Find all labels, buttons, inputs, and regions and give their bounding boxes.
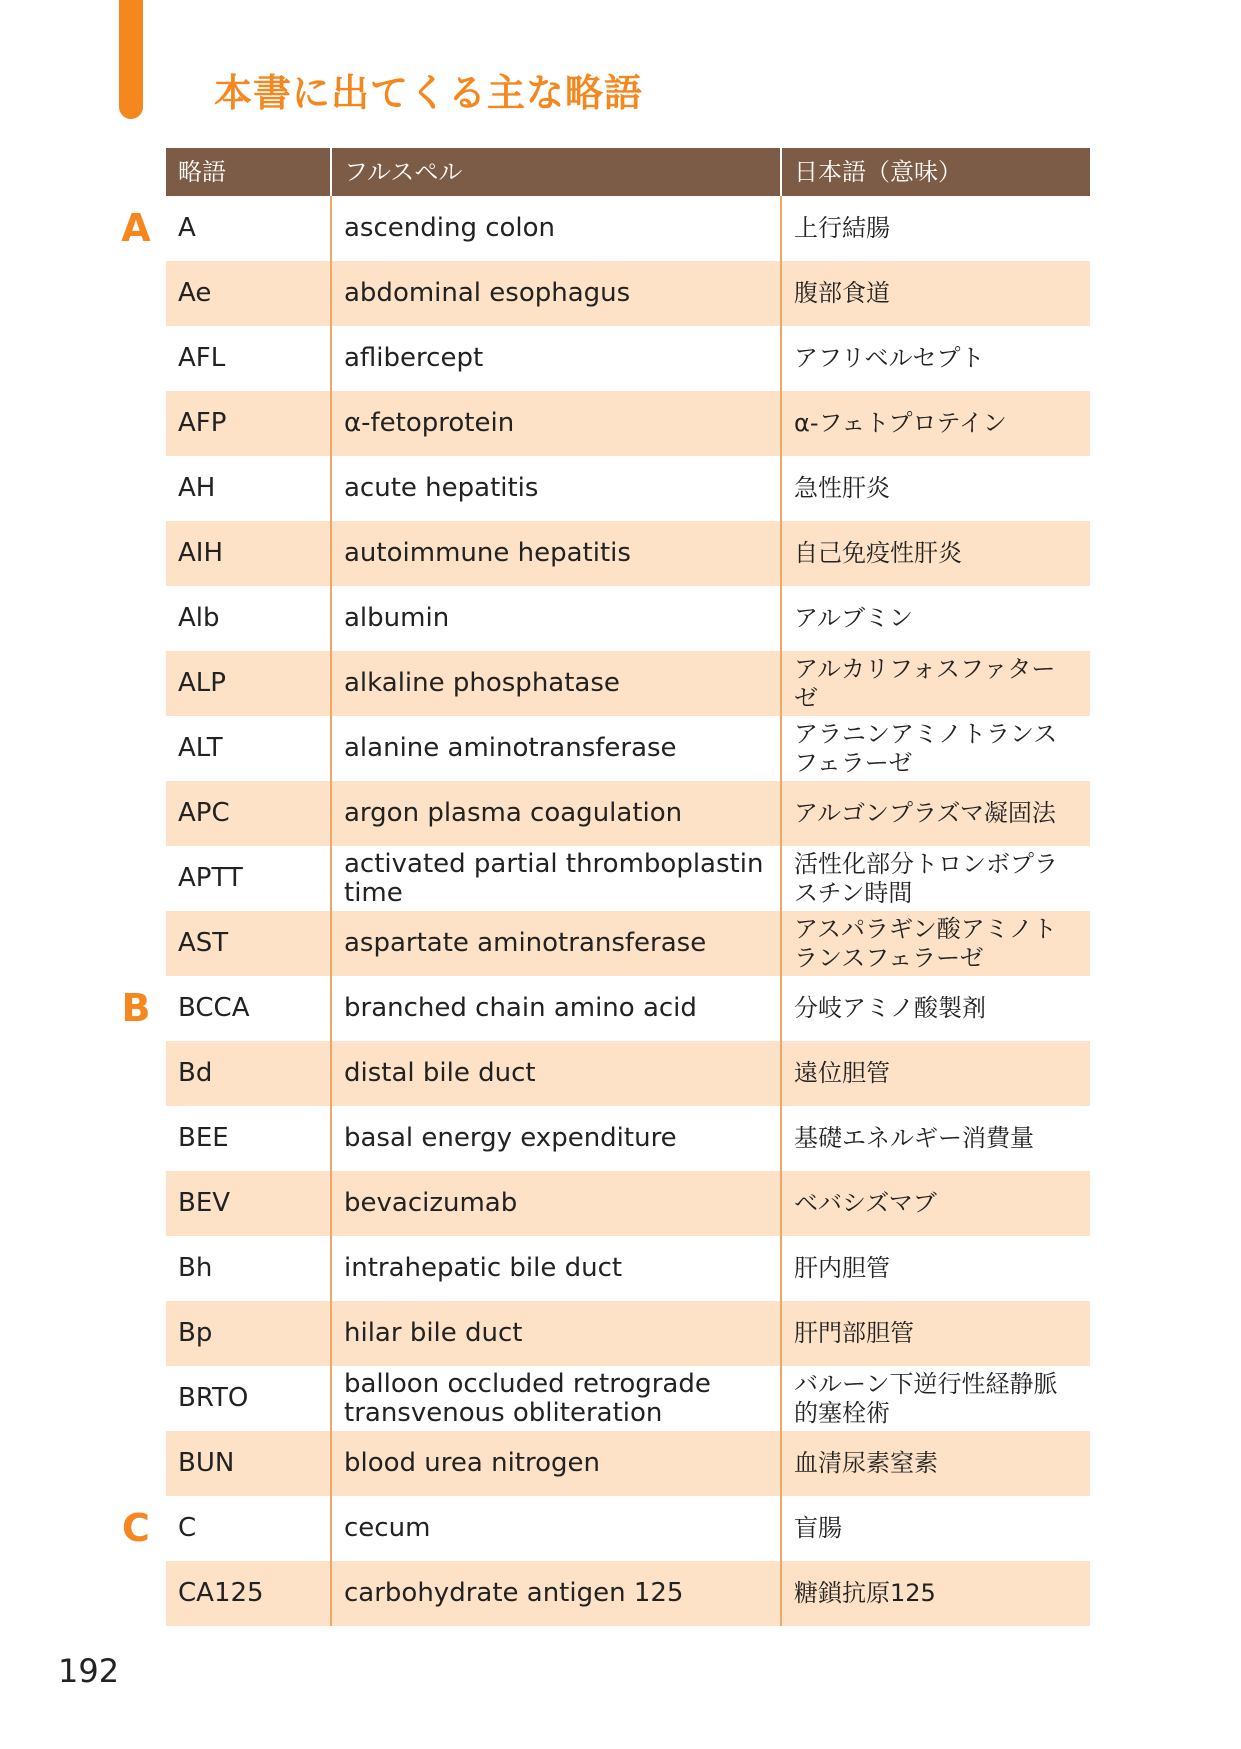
table-row — [166, 1106, 1090, 1171]
full-spelling-cell: hilar bile duct — [332, 1301, 782, 1366]
table-row — [166, 846, 1090, 911]
table-header-row — [166, 148, 1090, 196]
japanese-meaning-cell: 肝門部胆管 — [794, 1319, 914, 1347]
section-letter-c: C — [122, 1506, 150, 1550]
section-letter-b: B — [121, 986, 151, 1030]
table-body — [166, 196, 1090, 1626]
japanese-meaning-cell: ベバシズマブ — [794, 1189, 937, 1217]
table-row — [166, 781, 1090, 846]
table-row — [166, 196, 1090, 261]
abbreviation-cell: BEV — [166, 1171, 332, 1236]
full-spelling-cell: autoimmune hepatitis — [332, 521, 782, 586]
table-row — [166, 261, 1090, 326]
japanese-meaning-cell: アルブミン — [794, 604, 914, 632]
table-row — [166, 456, 1090, 521]
table-row — [166, 1366, 1090, 1431]
page-title: 本書に出てくる主な略語 — [214, 71, 644, 115]
full-spelling-cell: α-fetoprotein — [332, 391, 782, 456]
abbreviation-table — [166, 148, 1090, 1626]
abbreviation-cell: Alb — [166, 586, 332, 651]
japanese-meaning-cell: アラニンアミノトランスフェラーゼ — [794, 719, 1058, 777]
full-spelling-cell: balloon occluded retrograde transvenous obliteration — [332, 1366, 782, 1431]
abbreviation-cell: APTT — [166, 846, 332, 911]
full-spelling-cell: activated partial thromboplastin time — [332, 846, 782, 911]
abbreviation-cell: ALT — [166, 716, 332, 781]
title-accent-bar — [119, 0, 143, 119]
abbreviation-cell: CA125 — [166, 1561, 332, 1626]
full-spelling-cell: abdominal esophagus — [332, 261, 782, 326]
abbreviation-cell: BUN — [166, 1431, 332, 1496]
abbreviation-cell: AST — [166, 911, 332, 976]
full-spelling-cell: blood urea nitrogen — [332, 1431, 782, 1496]
abbreviation-cell: APC — [166, 781, 332, 846]
table-row — [166, 1496, 1090, 1561]
full-spelling-cell: cecum — [332, 1496, 782, 1561]
header-japanese-meaning: 日本語（意味） — [794, 157, 962, 186]
abbreviation-cell: C — [166, 1496, 332, 1561]
full-spelling-cell: intrahepatic bile duct — [332, 1236, 782, 1301]
table-row — [166, 586, 1090, 651]
full-spelling-cell: ascending colon — [332, 196, 782, 261]
japanese-meaning-cell: アルゴンプラズマ凝固法 — [794, 799, 1056, 827]
table-row — [166, 1236, 1090, 1301]
japanese-meaning-cell: 肝内胆管 — [794, 1254, 890, 1282]
table-row — [166, 1301, 1090, 1366]
japanese-meaning-cell: 糖鎖抗原125 — [794, 1579, 936, 1607]
abbreviation-cell: BEE — [166, 1106, 332, 1171]
abbreviation-cell: ALP — [166, 651, 332, 716]
abbreviation-cell: Bp — [166, 1301, 332, 1366]
full-spelling-cell: alkaline phosphatase — [332, 651, 782, 716]
table-row — [166, 1431, 1090, 1496]
japanese-meaning-cell: 遠位胆管 — [794, 1059, 890, 1087]
abbreviation-cell: BRTO — [166, 1366, 332, 1431]
japanese-meaning-cell: アルカリフォスファターゼ — [794, 654, 1056, 712]
full-spelling-cell: bevacizumab — [332, 1171, 782, 1236]
japanese-meaning-cell: バルーン下逆行性経静脈的塞栓術 — [794, 1369, 1058, 1427]
full-spelling-cell: basal energy expenditure — [332, 1106, 782, 1171]
abbreviation-cell: AFL — [166, 326, 332, 391]
table-row — [166, 1041, 1090, 1106]
table-row — [166, 716, 1090, 781]
table-row — [166, 1171, 1090, 1236]
abbreviation-cell: Ae — [166, 261, 332, 326]
japanese-meaning-cell: 腹部食道 — [794, 279, 890, 307]
table-row — [166, 1561, 1090, 1626]
full-spelling-cell: acute hepatitis — [332, 456, 782, 521]
japanese-meaning-cell: 上行結腸 — [794, 214, 890, 242]
table-row — [166, 651, 1090, 716]
full-spelling-cell: aflibercept — [332, 326, 782, 391]
full-spelling-cell: argon plasma coagulation — [332, 781, 782, 846]
japanese-meaning-cell: 分岐アミノ酸製剤 — [794, 994, 986, 1022]
japanese-meaning-cell: 基礎エネルギー消費量 — [794, 1124, 1034, 1152]
abbreviation-cell: A — [166, 196, 332, 261]
full-spelling-cell: alanine aminotransferase — [332, 716, 782, 781]
section-letter-a: A — [121, 206, 151, 250]
abbreviation-cell: AIH — [166, 521, 332, 586]
header-abbreviation: 略語 — [166, 148, 332, 196]
japanese-meaning-cell: 活性化部分トロンボプラスチン時間 — [794, 849, 1058, 907]
table-row — [166, 391, 1090, 456]
japanese-meaning-cell: 自己免疫性肝炎 — [794, 539, 962, 567]
abbreviation-cell: Bd — [166, 1041, 332, 1106]
table-row — [166, 521, 1090, 586]
abbreviation-cell: BCCA — [166, 976, 332, 1041]
full-spelling-cell: carbohydrate antigen 125 — [332, 1561, 782, 1626]
full-spelling-cell: albumin — [332, 586, 782, 651]
full-spelling-cell: branched chain amino acid — [332, 976, 782, 1041]
table-row — [166, 911, 1090, 976]
japanese-meaning-cell: 盲腸 — [794, 1514, 842, 1542]
abbreviation-cell: Bh — [166, 1236, 332, 1301]
abbreviation-cell: AH — [166, 456, 332, 521]
table-row — [166, 976, 1090, 1041]
japanese-meaning-cell: アフリベルセプト — [794, 344, 985, 372]
page-number: 192 — [58, 1652, 120, 1690]
full-spelling-cell: distal bile duct — [332, 1041, 782, 1106]
table-row — [166, 326, 1090, 391]
abbreviation-cell: AFP — [166, 391, 332, 456]
japanese-meaning-cell: α-フェトプロテイン — [794, 409, 1007, 437]
full-spelling-cell: aspartate aminotransferase — [332, 911, 782, 976]
japanese-meaning-cell: 急性肝炎 — [794, 474, 890, 502]
japanese-meaning-cell: 血清尿素窒素 — [794, 1449, 938, 1477]
japanese-meaning-cell: アスパラギン酸アミノトランスフェラーゼ — [794, 914, 1057, 972]
header-full-spelling: フルスペル — [332, 148, 782, 196]
